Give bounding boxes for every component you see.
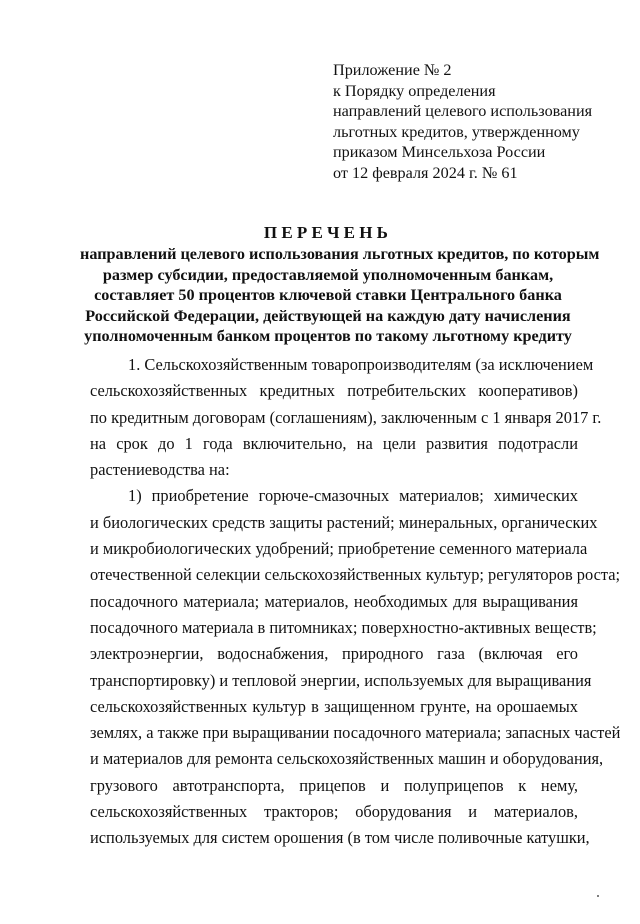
body-line: и материалов для ремонта сельскохозяйственных машин и оборудования, [90,749,604,769]
body-line: посадочного материала; материалов, необходимых для выращивания [90,591,578,611]
appendix-note [333,60,623,184]
body-line: сельскохозяйственных культур в защищенном грунте, на орошаемых [90,696,578,716]
appendix-line: Приложение № 2 [333,61,452,79]
body-line: сельскохозяйственных тракторов; оборудования и материалов, [90,802,578,822]
subtitle-line: направлений целевого использования льготных кредитов, по которым [80,245,600,263]
body-line: используемых для систем орошения (в том числе поливочные катушки, [90,828,590,848]
body-line: 1. Сельскохозяйственным товаропроизводителям (за исключением [128,355,594,374]
document-subtitle [80,244,600,347]
appendix-line: к Порядку определения [333,81,496,100]
subtitle-line: уполномоченным банком процентов по такому льготному кредиту [84,327,572,346]
subtitle-line: составляет 50 процентов ключевой ставки Центрального банка [94,286,562,305]
document-heading [80,222,600,347]
paragraph-2 [90,483,621,851]
appendix-line: от 12 февраля 2024 г. № 61 [333,163,518,182]
body-line: отечественной селекции сельскохозяйственных культур; регуляторов роста; [90,565,621,585]
body-line: на срок до 1 года включительно, на цели развития подотрасли [90,433,578,453]
body-line: и микробиологических удобрений; приобретение семенного материала [90,539,588,559]
body-line: 1) приобретение горюче-смазочных материалов; химических [128,486,578,506]
appendix-line: направлений целевого использования [333,102,593,121]
appendix-line: приказом Минсельхоза России [333,143,546,162]
body-line: электроэнергии, водоснабжения, природного газа (включая его [90,644,578,664]
body-line: грузового автотранспорта, прицепов и полуприцепов к нему, [90,775,578,795]
body-line: по кредитным договорам (соглашениям), заключенным с 1 января 2017 г. [90,407,602,427]
document-title: ПЕРЕЧЕНЬ [263,223,393,242]
body-line: посадочного материала в питомниках; поверхностно-активных веществ; [90,617,597,637]
paragraph-1 [90,352,602,483]
body-line: растениеводства на: [90,460,230,480]
scan-speck [597,895,599,897]
body-line: и биологических средств защиты растений; минеральных, органических [90,512,598,532]
document-body [90,352,621,852]
body-line: землях, а также при выращивании посадочного материала; запасных частей [90,723,621,743]
subtitle-line: размер субсидии, предоставляемой уполномоченным банкам, [102,265,554,284]
body-line: сельскохозяйственных кредитных потребительских кооперативов) [90,381,578,401]
subtitle-line: Российской Федерации, действующей на каждую дату начисления [85,306,571,325]
appendix-line: льготных кредитов, утвержденному [333,122,580,141]
body-line: транспортировку) и тепловой энергии, используемых для выращивания [90,670,592,690]
